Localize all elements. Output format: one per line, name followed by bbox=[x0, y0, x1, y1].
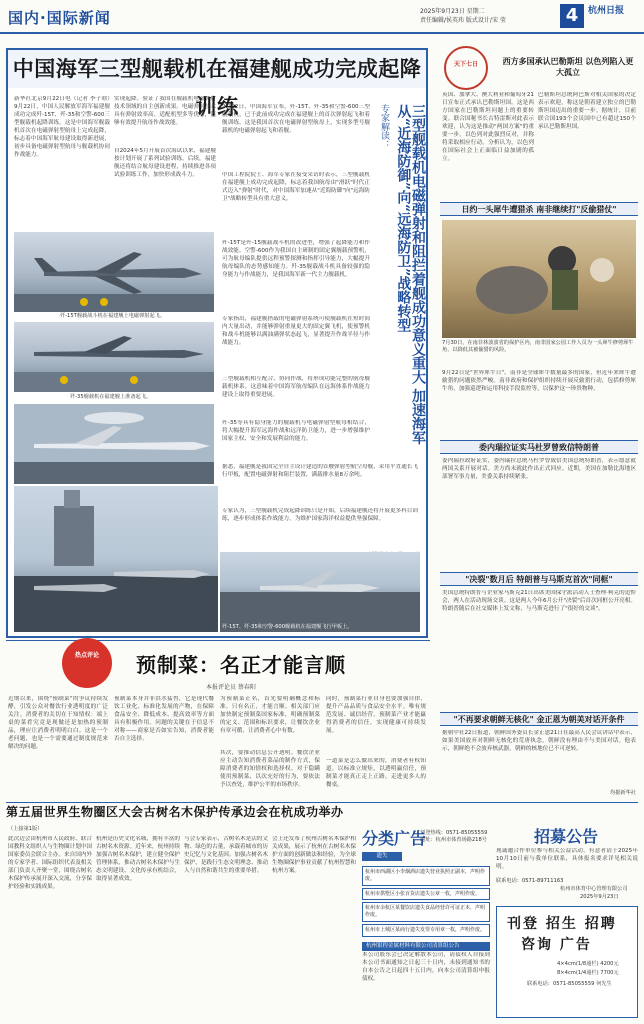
story1-body: 英国、加拿大、澳大利亚和葡萄牙21日宣布正式承认巴勒斯坦国。这是西方国家在巴勒斯坦问题上的重要转变。联合国秘书长古特雷斯对此表示欢迎，认为这是推动"两国方案"的重要一步。以色列对此强烈反对，并称将采取相应行动。分析认为，以色列在国际社会上正面临日益加剧的孤立。 bbox=[442, 92, 534, 162]
commentary-rule bbox=[6, 640, 430, 641]
ad-price-2: 8×4cm(1/4通栏) 7700元 bbox=[557, 969, 619, 976]
aircraft-illustration-icon bbox=[14, 404, 214, 484]
bottom-rule bbox=[6, 802, 638, 803]
analysis-3: 歼-15T是歼-15舰载战斗机的改进型，增强了起降能力和作战效能。空警-600作为我国自主研制的固定翼舰载预警机，可为航母编队提供远程预警探测和指挥引导能力，大幅提升航母编队的态势感知能力。歼-35舰载战斗机具备较强的隐身能力与作战能力，是我国海军新一代主力舰载机。 bbox=[222, 240, 370, 278]
main-headline: 中国海军三型舰载机在福建舰成功完成起降训练 bbox=[8, 50, 426, 88]
bottom-headline: 第五届世界生物圈区大会古树名木保护传承边会在杭成功举办 bbox=[6, 805, 344, 819]
lost-item: 杭州市拱墅区小张百货店遗失公章一枚，声明作废。 bbox=[362, 888, 490, 901]
story5-headline: "不再要求朝鲜无核化" 金正恩为朝美对话开条件 bbox=[453, 714, 625, 724]
photo-rhino bbox=[442, 220, 636, 338]
main-body-1: 实现起降。验证了我国在舰载机电磁弹射技术领域的自主创新成果。电磁弹射技术具有弹射效率高、适配机型多等优势，能够有效提升航母作战效能。 bbox=[114, 96, 216, 126]
story5-source: 均据新华社 bbox=[610, 790, 636, 796]
ad-price-1: 4×4cm(1/8通栏) 4200元 bbox=[557, 960, 619, 967]
lost-item: 杭州市余杭区某餐饮店遗失食品经营许可证正本，声明作废。 bbox=[362, 902, 490, 922]
bottom-body-4: 会上还发布了杭州古树名木保护相关成果，展示了杭州在古树名木保护方面的创新做法和经验，为全球生物圈保护事业贡献了杭州智慧和杭州方案。 bbox=[272, 836, 356, 874]
recruit-org: 杭州市体育中心管理有限公司 bbox=[560, 886, 628, 892]
page-number: 4 bbox=[560, 4, 584, 28]
commentary-body-5: 同时，预制菜行业自身也要加强自律，提升产品品质与食品安全水平。唯有规范发展、诚信经营，预制菜产业才能赢得消费者的信任，实现健康可持续发展。 bbox=[326, 696, 426, 734]
notice-body: 本公司股东会已决定解散本公司，请债权人自接到本公司书面通知之日起三十日内，未接到通知书的自本公告之日起四十五日内，向本公司清算组申报债权。 bbox=[362, 952, 490, 982]
lost-item: 杭州市西湖区小李烟酒店遗失营业执照正副本，声明作废。 bbox=[362, 866, 490, 886]
deck-jets-icon bbox=[220, 552, 420, 632]
commentary-author: 本报评论员 蔡春阳 bbox=[206, 684, 256, 691]
story5-body: 据朝中社22日报道，朝鲜国务委员长金正恩21日在最高人民会议讲话中表示，如果美国放弃对朝鲜无核化的荒唐执念，朝鲜没有理由不与美国对话。他表示，朝鲜绝不会放弃核武器，朝鲜的核地位已不可逆转。 bbox=[442, 730, 636, 752]
analysis-8: 专家认为，三型舰载机完成起降训练只是开始，后续福建舰还将开展更多科目训练，逐步形成体系作战能力，为维护国家海洋权益提供坚强保障。 bbox=[222, 508, 418, 522]
story1-body-2: 巴勒斯坦总统阿巴斯对相关国家的决定表示欢迎，称这是朝着建立独立的巴勒斯坦国迈出的重要一步。据统计，目前联合国193个会员国中已有超过150个承认巴勒斯坦国。 bbox=[538, 92, 636, 130]
jet-illustration-icon bbox=[14, 232, 214, 312]
analysis-6: 歼-35等具有隐身能力的舰载机与电磁弹射型航母相结合，将大幅提升海军远海作战和远洋防卫能力，进一步增强维护国家主权、安全和发展利益的能力。 bbox=[222, 420, 370, 442]
recruit-date: 2025年9月23日 bbox=[580, 894, 619, 900]
classified-contact: 刊登热线：0571-85055559 地址：杭州市体育场路218号 bbox=[420, 830, 488, 844]
rhino-illustration-icon bbox=[442, 220, 636, 338]
commentary-body-4: 其次，要推动信息公开透明。餐饮企业应主动告知消费者菜品的制作方式，保障消费者的知情权和选择权。对于隐瞒使用预制菜、以次充好的行为，要依法予以查处，维护公平的市场秩序。 bbox=[220, 750, 320, 788]
story2-head-bar bbox=[440, 202, 638, 216]
photo-kj600 bbox=[14, 404, 214, 484]
analysis-1: 9月22日，中国海军宣布，歼-15T、歼-35和空警-600三型舰载机，已于此前成功完成在福建舰上的首次弹射起飞和着舰训练。这是我国首次在电磁弹射型航母上，实现多型号舰载机的电磁弹射起飞和着舰。 bbox=[222, 104, 370, 134]
notice-headline: 杭州银程金属材料有限公司清算组公告 bbox=[362, 942, 490, 951]
main-body-2: 自2024年5月开展首次海试以来，福建舰按计划开展了系列试验训练。后续，福建舰还将结合航母建设进程，持续推进各项试验训练工作，加快形成战斗力。 bbox=[114, 148, 216, 178]
caption-4: 歼-15T、歼-35和空警-600舰载机在福建舰飞行甲板上。 bbox=[222, 624, 353, 630]
lost-items-list bbox=[362, 866, 490, 940]
section-title: 国内·国际新闻 bbox=[8, 9, 111, 27]
story3-head-bar bbox=[440, 440, 638, 454]
commentary-body-1: 近期以来，围绕"预制菜"的争议持续发酵，引发公众对餐饮行业透明度的广泛关注。消费者的关切在于知情权：端上桌的菜肴究竟是现做还是加热的预制品，理应让消费者明明白白。这是一个老问题，也是一个需要通过制度规范来解决的问题。 bbox=[8, 696, 108, 750]
caption-2: 歼-35舰载机在福建舰上准备起飞。 bbox=[70, 394, 152, 400]
story2-headline: 日约一头犀牛遭猎杀 南非继续打"反偷猎仗" bbox=[461, 204, 617, 214]
commentary-body-3: 为预制菜正名，首先要明确概念和标准。只有名正，才能言顺。相关部门应加快制定预制菜国家标准，明确预制菜的定义、范围和标识要求，让餐饮企业有章可循，让消费者心中有数。 bbox=[220, 696, 320, 734]
bottom-body-2: 杭州是历史文化名城，拥有丰富的古树名木资源。近年来，杭州持续加强古树名木保护，建立健全保护管理体系，推动古树名木保护与生态文明建设、文化传承有机结合，取得显著成效。 bbox=[96, 836, 180, 882]
analysis-5: 三型舰载机相互配合、协同作战，将形成功能完整的航母舰载机体系。这意味着中国海军航母编队在远海体系作战能力建设上取得重要进展。 bbox=[222, 376, 370, 398]
seven-days-logo: 天下七日 bbox=[444, 46, 488, 90]
jet-illustration-icon bbox=[14, 322, 214, 392]
commentary-badge: 热点评论 bbox=[62, 638, 112, 688]
expert-label: 专家解读： bbox=[379, 104, 389, 149]
photo-carrier bbox=[14, 486, 218, 632]
classified-title: 分类广告 bbox=[362, 829, 427, 848]
story2-body: 9月22日是"世界犀牛日"。南非是全球犀牛数量最多的国家，但近年来犀牛遭偷猎的问题依然严峻。南非政府和保护组织持续开展反偷猎行动，包括修剪犀牛角、加强巡逻和运用科技手段监控等，以保护这一珍贵物种。 bbox=[442, 370, 636, 392]
bottom-body-3: 与会专家表示，古树名木是活的文物、绿色的古董，承载着城市的历史记忆与文化基因。加强古树名木保护，是践行生态文明理念、推动人与自然和谐共生的重要举措。 bbox=[184, 836, 268, 874]
photo-deck bbox=[220, 552, 420, 632]
masthead-info bbox=[420, 7, 506, 25]
story4-headline: "决裂"数月后 特朗普与马斯克首次"同框" bbox=[465, 574, 613, 584]
photo-j15t bbox=[14, 232, 214, 312]
date-line: 2025年9月23日 星期二 bbox=[420, 8, 485, 15]
story3-headline: 委内瑞拉证实马杜罗曾致信特朗普 bbox=[479, 442, 599, 452]
commentary-body-6: 一道菜是怎么做出来的，消费者有权知道。以标准立规矩，以透明赢信任，预制菜才能真正走上正路，走进更多人的餐桌。 bbox=[326, 758, 426, 788]
lost-label: 遗失 bbox=[362, 852, 402, 861]
ad-big-line-2: 咨询 广告 bbox=[521, 936, 592, 953]
caption-1: 歼-15T舰载战斗机在福建舰上电磁弹射起飞。 bbox=[60, 313, 166, 319]
recruit-contact: 联系电话：0571-89711163 bbox=[496, 878, 564, 884]
ad-big-line-1: 刊登 招生 招聘 bbox=[507, 916, 617, 932]
story3-body: 委内瑞拉政府证实，委内瑞拉总统马杜罗曾致信美国总统特朗普，表示愿意就两国关系开展对话。美方尚未就此作出正式回应。近期，美国在加勒比海地区部署军事力量，美委关系持续紧张。 bbox=[442, 458, 636, 480]
ad-rates-box bbox=[496, 906, 638, 1018]
story4-head-bar bbox=[440, 572, 638, 586]
analysis-7: 据悉，福建舰是我国完全自主设计建造的首艘弹射型航空母舰，采用平直通长飞行甲板，配置电磁弹射和阻拦装置，满载排水量8万余吨。 bbox=[222, 464, 418, 478]
newspaper-logo: 杭州日报 bbox=[588, 6, 625, 16]
recruit-body: 现诚邀合作单位参与相关公益活动，有意者请于2025年10月10日前与我单位联系，具体报名要求详见相关说明。 bbox=[496, 848, 638, 870]
commentary-body-2: 预制菜本身并非洪水猛兽，它是现代餐饮工业化、标准化发展的产物，在保障食品安全、降低成本、提高效率等方面具有积极作用。问题的关键在于信息不对称——商家是否如实告知，消费者能否自主选择。 bbox=[114, 696, 214, 742]
story1-headline: 西方多国承认巴勒斯坦 以色列陷入更大孤立 bbox=[502, 56, 634, 77]
sub-headline: 三型舰载机电磁弹射和阻拦着舰成功意义重大 加速海军从“近海防御”向“远海防卫”战略转型 bbox=[395, 104, 426, 445]
story4-body: 美国总统特朗普与企业家马斯克21日出席美国保守派活动人士查理·柯克的追悼会，两人在活动现场交谈。这是两人今年6月公开"决裂"后首次同框公开亮相。特朗普随后在社交媒体上发文称，与马斯克进行了"很好的交谈"。 bbox=[442, 590, 636, 612]
commentary-title: 预制菜：名正才能言顺 bbox=[136, 653, 346, 677]
masthead bbox=[0, 0, 644, 34]
lost-item: 杭州市上城区某商行遗失发票专用章一枚，声明作废。 bbox=[362, 924, 490, 937]
story5-head-bar bbox=[440, 712, 638, 726]
photo-j35 bbox=[14, 322, 214, 392]
ad-hotline: 联系电话：0571-85055559 何先生 bbox=[527, 980, 612, 987]
bottom-byline: （上接第1版） bbox=[8, 826, 43, 832]
editors-line: 责任编辑/侯英玮 版式设计/宋 莹 bbox=[420, 17, 506, 24]
carrier-illustration-icon bbox=[14, 486, 218, 632]
bottom-body-1: 此次边会由杭州市人民政府、联合国教科文组织人与生物圈计划中国国家委员会联合主办。来自国内外的专家学者、国际组织代表及相关部门负责人齐聚一堂，围绕古树名木保护传承展开深入交流，分享保护经验和实践成果。 bbox=[8, 836, 92, 890]
analysis-4: 专家指出，福建舰搭载的电磁弹射系统可使舰载机在短时间内大量出动，并能够弹射重量更大的固定翼飞机，使预警机和战斗机能够以满油满弹状态起飞，显著提升作战半径与作战能力。 bbox=[222, 316, 370, 346]
analysis-2: 中国工程院院士、海军专家在接受采访时表示，三型舰载机在福建舰上成功完成起降，标志着我国航母由"滑跃"时代正式迈入"弹射"时代，对中国海军加速从"近海防御"向"远海防卫"战略转型具有重大意义。 bbox=[222, 172, 370, 202]
main-lead: 新华社北京9月22日电（记者 李子晗）9月22日，中国人民解放军海军福建舰成功完成歼-15T、歼-35和空警-600三型舰载机起降训练。这是中国海军舰载机首次在电磁弹射型航母上完成起降，标志着中国海军航母建设取得新进展，初步具备电磁弹射型航母与舰载机协同作战能力。 bbox=[14, 96, 110, 158]
recruit-title: 招募公告 bbox=[534, 827, 599, 846]
story2-caption: 7月30日，在南非林波波省的保护区内，南非国家公园工作人员为一头犀牛修剪犀牛角，以降低其被偷猎的风险。 bbox=[442, 340, 634, 354]
